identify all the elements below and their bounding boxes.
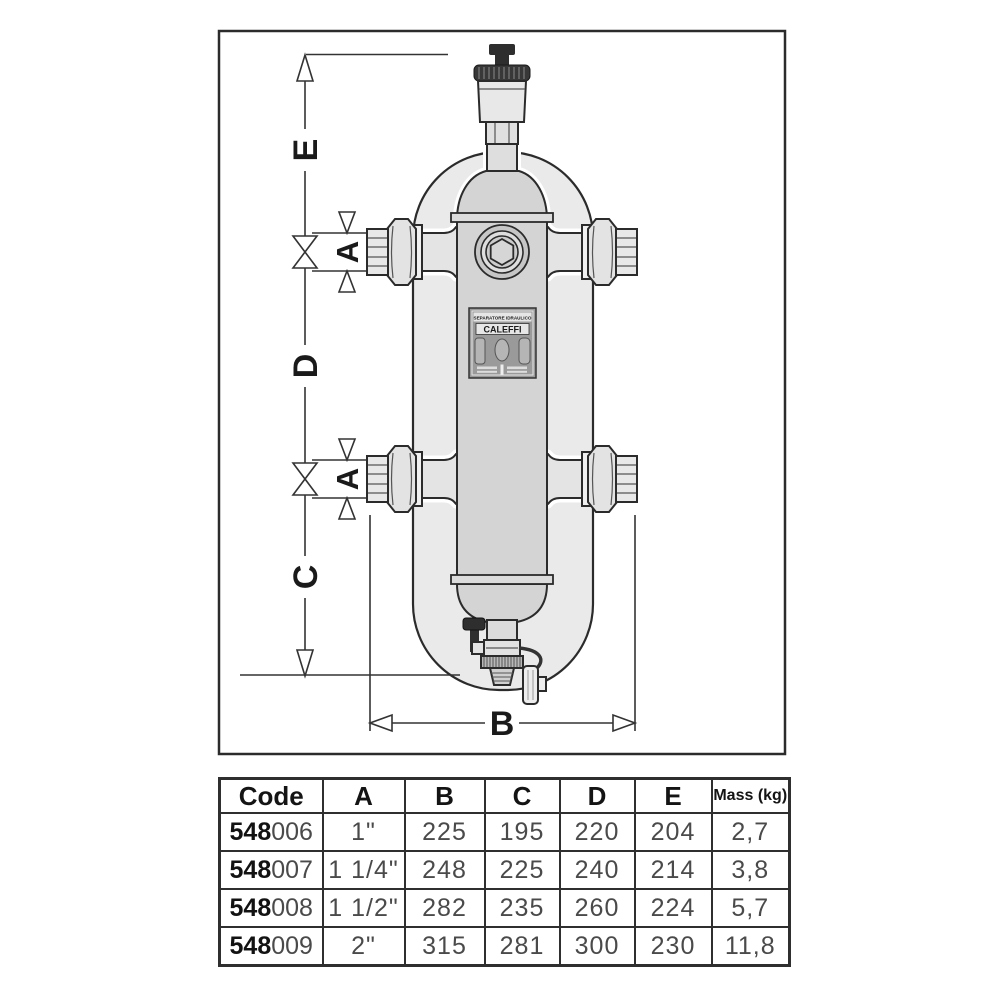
dim-label-a-lower: A bbox=[330, 467, 365, 491]
col-header-e: E bbox=[635, 779, 712, 814]
vent-hex-nut bbox=[486, 122, 518, 144]
table-header-row bbox=[220, 779, 790, 814]
code-cell bbox=[220, 851, 323, 889]
label-figure-logo bbox=[495, 339, 509, 361]
value-d: 220 bbox=[560, 813, 635, 851]
code-prefix: 548 bbox=[229, 893, 272, 922]
label-figure-left bbox=[475, 338, 485, 364]
value-b: 315 bbox=[405, 927, 485, 966]
code-suffix: 009 bbox=[271, 931, 313, 960]
value-e: 214 bbox=[635, 851, 712, 889]
dim-label-d: D bbox=[287, 353, 325, 379]
value-mass: 3,8 bbox=[712, 851, 790, 889]
drain-lever-knob bbox=[463, 618, 485, 630]
table-row bbox=[220, 889, 790, 927]
table-row bbox=[220, 927, 790, 966]
value-b: 248 bbox=[405, 851, 485, 889]
code-prefix: 548 bbox=[229, 931, 272, 960]
hex-plug-face bbox=[491, 239, 514, 265]
value-e: 204 bbox=[635, 813, 712, 851]
drain-side-outlet bbox=[472, 642, 484, 654]
vent-screw-cap bbox=[489, 44, 515, 55]
table-row bbox=[220, 813, 790, 851]
union-upper-right bbox=[582, 219, 637, 285]
value-b: 225 bbox=[405, 813, 485, 851]
dimensions-table bbox=[218, 777, 791, 967]
col-header-a: A bbox=[323, 779, 405, 814]
value-c: 195 bbox=[485, 813, 560, 851]
label-brand: CALEFFI bbox=[483, 324, 522, 335]
code-prefix: 548 bbox=[229, 855, 272, 884]
sight-plug bbox=[475, 225, 529, 279]
value-a: 1 1/2" bbox=[323, 889, 405, 927]
drain-cap-nub bbox=[538, 677, 546, 691]
value-d: 300 bbox=[560, 927, 635, 966]
code-cell bbox=[220, 927, 323, 966]
drain-stub bbox=[487, 620, 517, 642]
value-b: 282 bbox=[405, 889, 485, 927]
top-collar bbox=[451, 213, 553, 222]
value-mass: 5,7 bbox=[712, 889, 790, 927]
value-a: 1" bbox=[323, 813, 405, 851]
bottom-collar bbox=[451, 575, 553, 584]
col-header-code: Code bbox=[220, 779, 323, 814]
dim-label-c: C bbox=[287, 564, 325, 590]
inner-column bbox=[451, 120, 553, 642]
value-mass: 11,8 bbox=[712, 927, 790, 966]
value-e: 230 bbox=[635, 927, 712, 966]
value-a: 1 1/4" bbox=[323, 851, 405, 889]
label-title: SEPARATORE IDRAULICO bbox=[473, 315, 532, 321]
col-header-d: D bbox=[560, 779, 635, 814]
value-c: 235 bbox=[485, 889, 560, 927]
col-header-mass: Mass (kg) bbox=[712, 779, 790, 814]
code-suffix: 006 bbox=[271, 817, 313, 846]
col-header-b: B bbox=[405, 779, 485, 814]
dim-label-b: B bbox=[489, 705, 515, 743]
label-figure-right bbox=[519, 338, 530, 364]
code-suffix: 007 bbox=[271, 855, 313, 884]
union-upper-left bbox=[367, 219, 422, 285]
dim-label-e: E bbox=[287, 138, 325, 162]
code-prefix: 548 bbox=[229, 817, 272, 846]
union-lower-left bbox=[367, 446, 422, 512]
table-row bbox=[220, 851, 790, 889]
vent-knurled-cap bbox=[474, 65, 530, 81]
value-e: 224 bbox=[635, 889, 712, 927]
union-lower-right bbox=[582, 446, 637, 512]
vent-body bbox=[478, 81, 526, 122]
code-cell bbox=[220, 889, 323, 927]
value-d: 260 bbox=[560, 889, 635, 927]
code-cell bbox=[220, 813, 323, 851]
product-label bbox=[469, 308, 536, 378]
drain-cap bbox=[523, 666, 538, 704]
value-c: 225 bbox=[485, 851, 560, 889]
code-suffix: 008 bbox=[271, 893, 313, 922]
column-bottom-dome bbox=[457, 584, 547, 622]
value-mass: 2,7 bbox=[712, 813, 790, 851]
value-a: 2" bbox=[323, 927, 405, 966]
value-d: 240 bbox=[560, 851, 635, 889]
value-c: 281 bbox=[485, 927, 560, 966]
dim-label-a-upper: A bbox=[330, 240, 365, 264]
col-header-c: C bbox=[485, 779, 560, 814]
